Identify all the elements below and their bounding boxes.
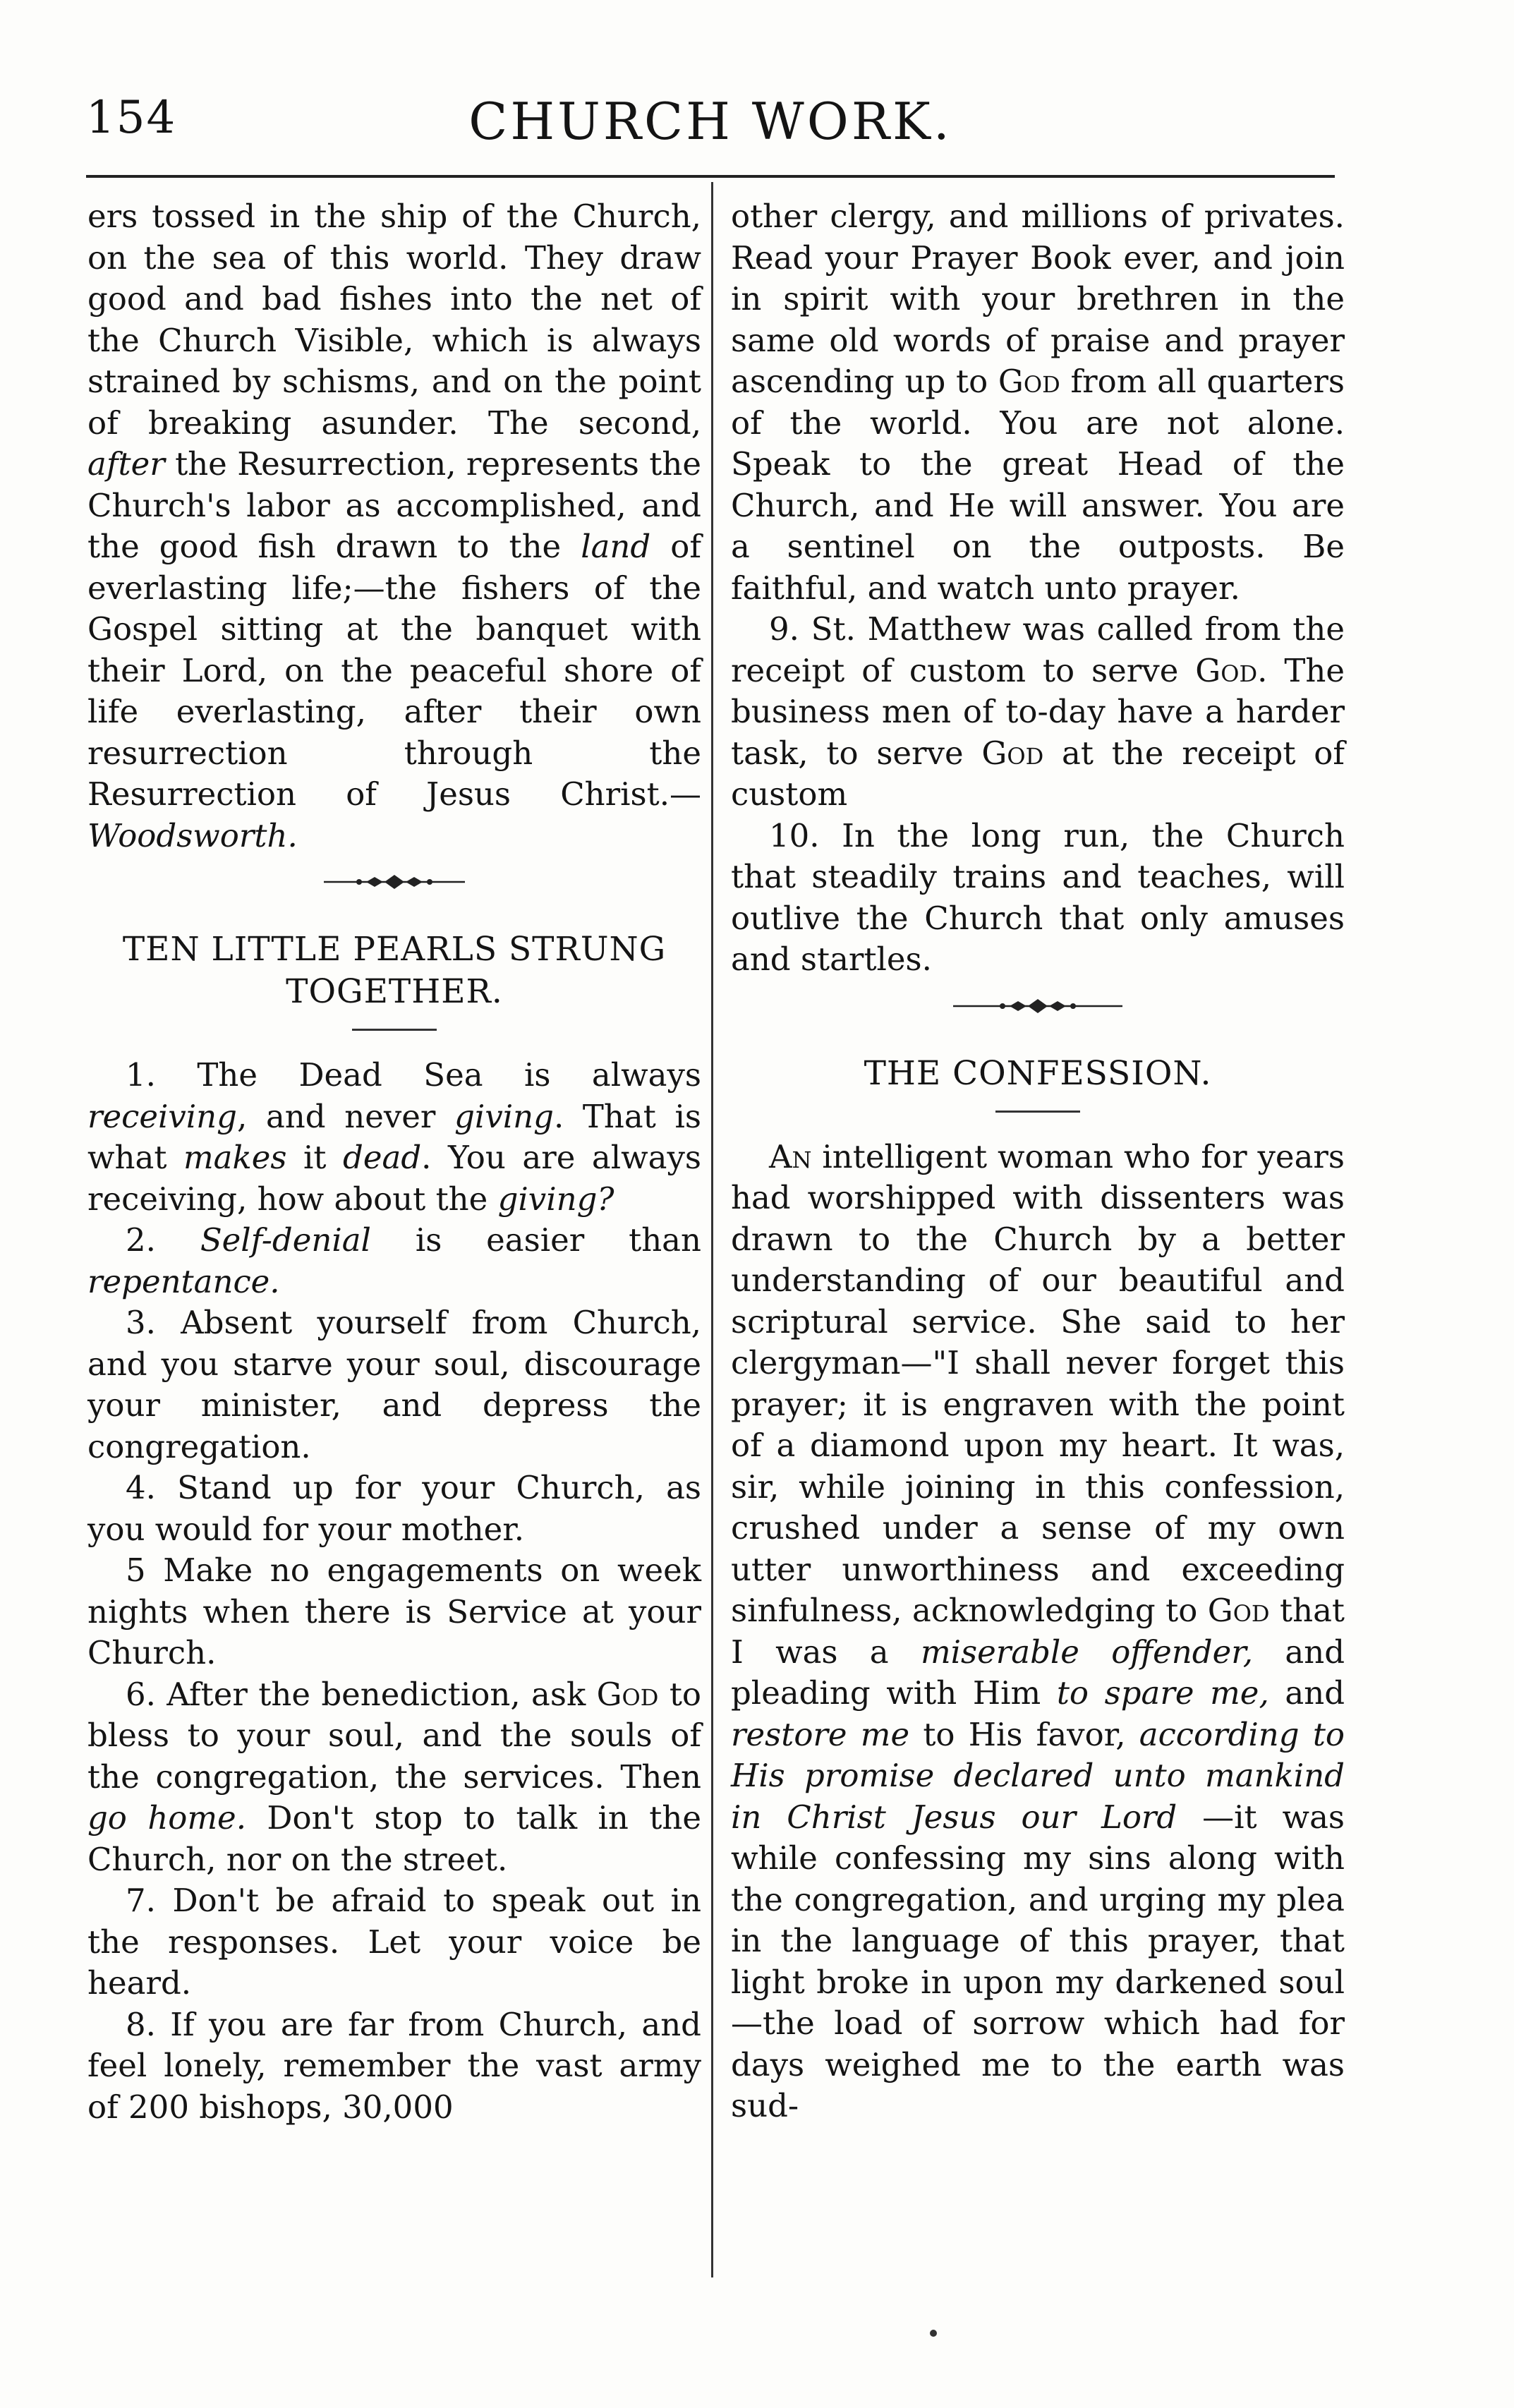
pearl-item-2: 2. Self-denial is easier than repentance. bbox=[87, 1221, 701, 1300]
page-header bbox=[86, 83, 1335, 161]
ornament-divider-2 bbox=[731, 992, 1345, 1034]
pearl-item-3: 3. Absent yourself from Church, and you starve your soul, discourage your minister, and depress the congregation. bbox=[87, 1304, 701, 1465]
short-rule-1 bbox=[352, 1029, 437, 1031]
short-rule-2 bbox=[995, 1111, 1080, 1113]
confession-paragraph: An intelligent woman who for years had worshipped with dissenters was drawn to the Church by a better understanding of our beautiful and scriptural service. She said to her clergyman—"I shall never forget this prayer; it is engraven with the point of a diamond upon my heart. It was, sir, while joining in this confession, crushed under a sense of my own utter unworthiness and exceeding sinfulness, acknowledging to God that I was a miserable offender, and pleading with Him to spare me, and restore me to His favor, according to His promise declared unto mankind in Christ Jesus our Lord —it was while confessing my sins along with the congregation, and urging my plea in the language of this prayer, that light broke in upon my darkened soul—the load of sorrow which had for days weighed me to the earth was sud- bbox=[731, 1137, 1345, 2124]
left-column bbox=[87, 196, 701, 2128]
page-number: 154 bbox=[86, 92, 177, 144]
ornament-divider-1 bbox=[87, 868, 701, 910]
section-title-confession: THE CONFESSION. bbox=[864, 1053, 1212, 1093]
pearl-item-7: 7. Don't be afraid to speak out in the responses. Let your voice be heard. bbox=[87, 1882, 701, 2002]
footer-mark bbox=[930, 2330, 937, 2337]
header-rule bbox=[86, 175, 1335, 178]
pearl-item-5: 5 Make no engagements on week nights when there is Service at your Church. bbox=[87, 1551, 701, 1671]
right-column bbox=[731, 196, 1345, 2127]
opening-paragraph: ers tossed in the ship of the Church, on the sea of this world. They draw good and bad fishes into the net of the Church Visible, which is always strained by schisms, and on the point of breaking asunder. The second, after the Resurrection, represents the Church's labor as accomplished, and the good fish drawn to the land of everlasting life;—the fishers of the Gospel sitting at the banquet with their Lord, on the peaceful shore of life everlasting, after their own resurrection through the Resurrection of Jesus Christ.— Woodsworth. bbox=[87, 198, 701, 854]
pearl-item-6: 6. After the benediction, ask God to bless to your soul, and the souls of the congregation, the services. Then go home. Don't stop to talk in the Church, nor on the street. bbox=[87, 1675, 702, 1878]
pearl-item-8: 8. If you are far from Church, and feel lonely, remember the vast army of 200 bishops, 30,000 bbox=[87, 2005, 701, 2126]
pearl-item-9: 9. St. Matthew was called from the receipt of custom to serve God. The business men of to-day have a harder task, to serve God at the receipt of custom bbox=[731, 610, 1345, 813]
column-divider bbox=[711, 182, 713, 2277]
pearl-item-4: 4. Stand up for your Church, as you would for your mother. bbox=[87, 1469, 701, 1548]
running-title: CHURCH WORK. bbox=[468, 92, 952, 151]
pearl-item-10: 10. In the long run, the Church that steadily trains and teaches, will outlive the Church that only amuses and startles. bbox=[731, 816, 1345, 978]
pearl-item-1: 1. The Dead Sea is always receiving, and never giving. That is what makes it dead. You are always receiving, how about the giving? bbox=[87, 1056, 702, 1218]
attribution: Woodsworth. bbox=[87, 816, 298, 854]
section-title-pearls: TEN LITTLE PEARLS STRUNG TOGETHER. bbox=[122, 930, 667, 1011]
pearl-item-8-continued: other clergy, and millions of privates. Read your Prayer Book ever, and join in spirit with your brethren in the same old words of praise and prayer ascending up to God from all quarters of the world. You are not alone. Speak to the great Head of the Church, and He will answer. You are a sentinel on the outposts. Be faithful, and watch unto prayer. bbox=[731, 198, 1345, 607]
